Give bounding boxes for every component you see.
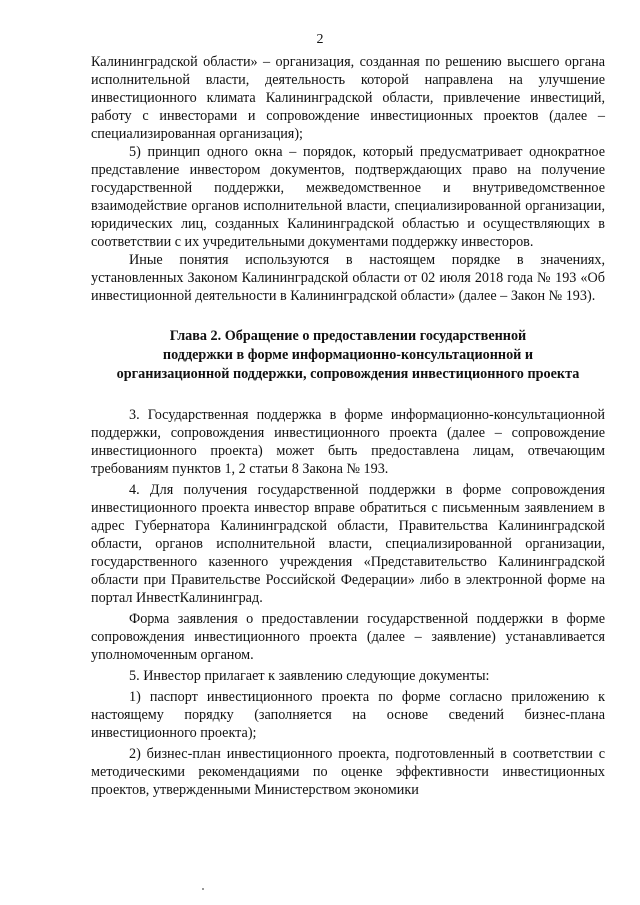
paragraph-definition-4-continued: Калининградской области» – организация, созданная по решению высшего органа исполнительной власти, деятельность которой направлена на улучшение инвестиционного климата Калининградской области, привлечение инвестиций, работу с инвесторами и сопровождение инвестиционных проектов (далее – специализированная организация);: [91, 54, 605, 142]
paragraph-item-5: 5. Инвестор прилагает к заявлению следующие документы:: [129, 668, 490, 684]
paragraph-other-terms: Иные понятия используются в настоящем порядке в значениях, установленных Законом Калининградской области от 02 июля 2018 года № 193 «Об инвестиционной деятельности в Калининградской области» (далее – Закон № 193).: [91, 252, 605, 304]
paragraph-definition-5: 5) принцип одного окна – порядок, который предусматривает однократное представление инвестором документов, подтверждающих право на получение государственной поддержки, межведомственное и внутриведомственное взаимодействие органов исполнительной власти, специализированной организации, юридических лиц, созданных Калининградской областью и осуществляющих в соответствии с их учредительными документами поддержку инвесторов.: [91, 144, 605, 250]
paragraph-item-5-1: 1) паспорт инвестиционного проекта по форме согласно приложению к настоящему порядку (заполняется на основе сведений бизнес-плана инвестиционного проекта);: [91, 689, 605, 741]
page-number: 2: [316, 32, 324, 47]
paragraph-item-4: 4. Для получения государственной поддержки в форме сопровождения инвестиционного проекта инвестор вправе обратиться с письменным заявлением в адрес Губернатора Калининградской области, Правительства Калининградской области, органов исполнительной власти, специализированной организации, государственного казенного учреждения «Представительство Калининградской области при Правительстве Российской Федерации» либо в электронной форме на портал ИнвестКалининград.: [91, 482, 605, 606]
document-body: [91, 53, 605, 799]
paragraph-application-form: Форма заявления о предоставлении государственной поддержки в форме сопровождения инвестиционного проекта (далее – заявление) устанавливается уполномоченным органом.: [91, 611, 605, 663]
chapter-2-heading: [91, 327, 605, 384]
chapter-heading-line: организационной поддержки, сопровождения инвестиционного проекта: [116, 366, 580, 382]
paragraph-item-5-2: 2) бизнес-план инвестиционного проекта, подготовленный в соответствии с методическими рекомендациями по оценке эффективности инвестиционных проектов, утвержденными Министерством экономики: [91, 746, 605, 798]
chapter-heading-line: поддержки в форме информационно-консультационной и: [162, 347, 534, 363]
scan-speck: [202, 888, 204, 890]
chapter-heading-line: Глава 2. Обращение о предоставлении государственной: [169, 328, 527, 344]
paragraph-item-3: 3. Государственная поддержка в форме информационно-консультационной поддержки, сопровождения инвестиционного проекта (далее – сопровождение инвестиционного проекта) может быть предоставлена лицам, отвечающим требованиям пунктов 1, 2 статьи 8 Закона № 193.: [91, 407, 605, 477]
